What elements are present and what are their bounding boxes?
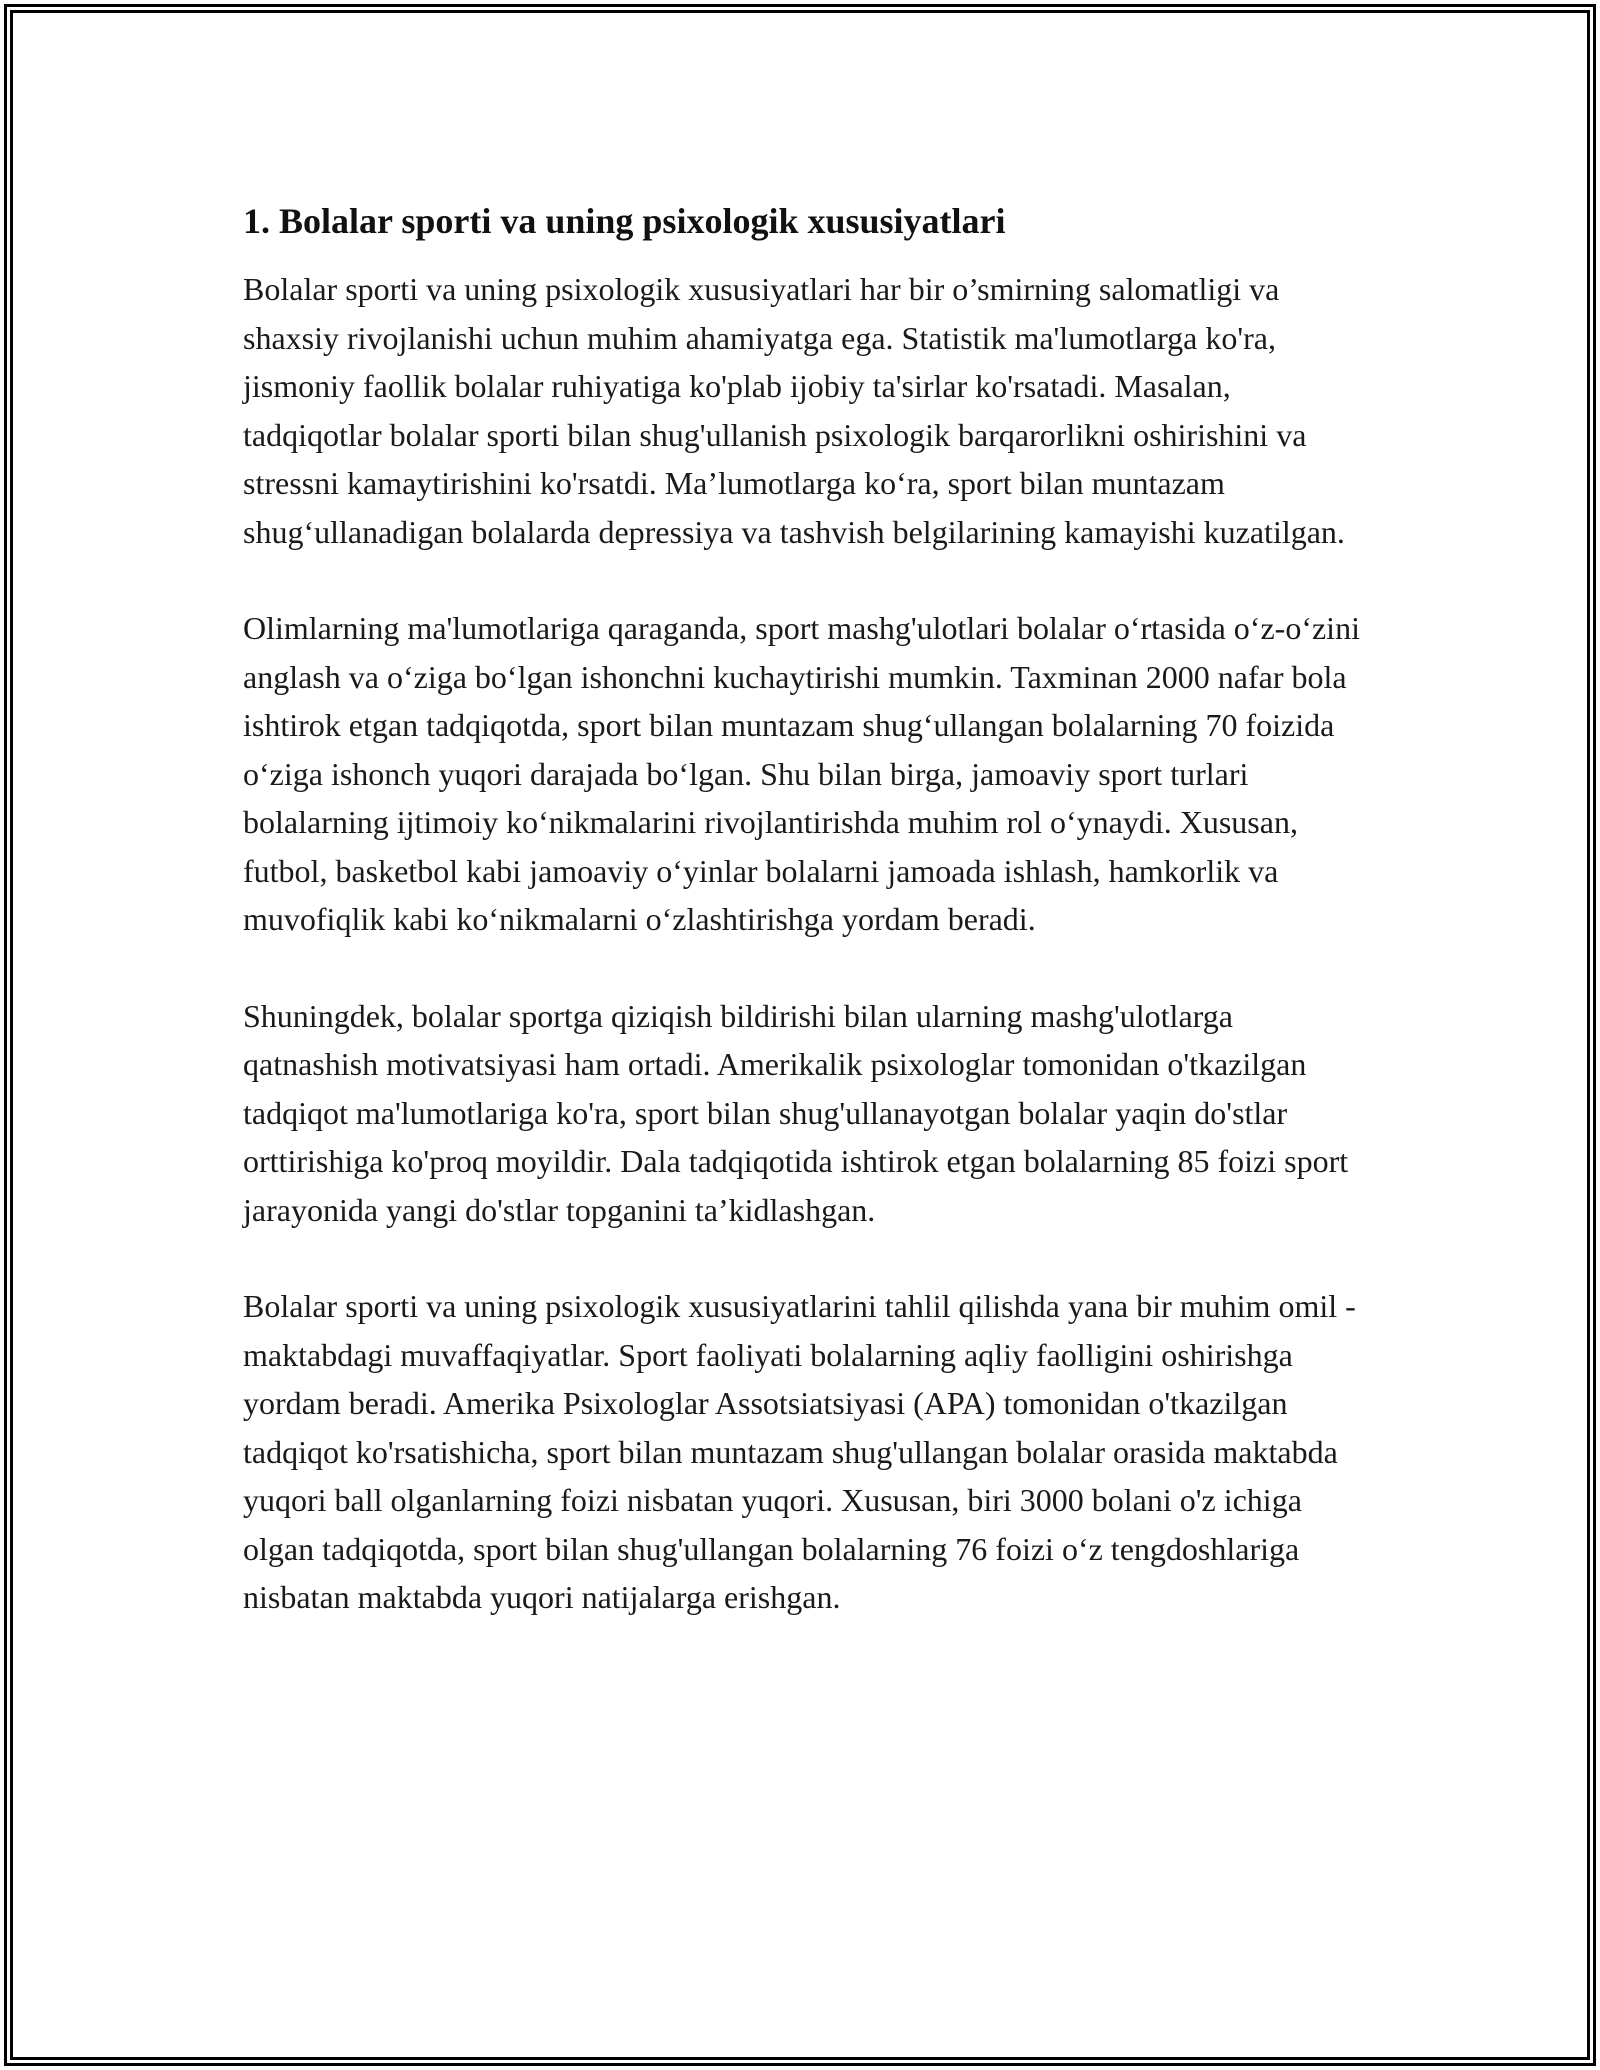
- paragraph-1: Bolalar sporti va uning psixologik xususiyatlari har bir o’smirning salomatligi va shaxsiy rivojlanishi uchun muhim ahamiyatga ega. Statistik ma'lumotlarga ko'ra, jismoniy faollik bolalar ruhiyatiga ko'plab ijobiy ta'sirlar ko'rsatadi. Masalan, tadqiqotlar bolalar sporti bilan shug'ullanish psixologik barqarorlikni oshirishini va stressni kamaytirishini ko'rsatdi. Ma’lumotlarga ko‘ra, sport bilan muntazam shug‘ullanadigan bolalarda depressiya va tashvish belgilarining kamayishi kuzatilgan.: [243, 271, 1345, 550]
- paragraph-3: Shuningdek, bolalar sportga qiziqish bildirishi bilan ularning mashg'ulotlarga qatnashish motivatsiyasi ham ortadi. Amerikalik psixologlar tomonidan o'tkazilgan tadqiqot ma'lumotlariga ko'ra, sport bilan shug'ullanayotgan bolalar yaqin do'stlar orttirishiga ko'proq moyildir. Dala tadqiqotida ishtirok etgan bolalarning 85 foizi sport jarayonida yangi do'stlar topganini ta’kidlashgan.: [243, 997, 1349, 1228]
- section-heading: 1. Bolalar sporti va uning psixologik xususiyatlari: [243, 201, 1006, 241]
- page-frame: [4, 4, 1596, 2066]
- paragraph-2: Olimlarning ma'lumotlariga qaraganda, sport mashg'ulotlari bolalar o‘rtasida o‘z-o‘zini anglash va o‘ziga bo‘lgan ishonchni kuchaytirishi mumkin. Taxminan 2000 nafar bola ishtirok etgan tadqiqotda, sport bilan muntazam shug‘ullangan bolalarning 70 foizida o‘ziga ishonch yuqori darajada bo‘lgan. Shu bilan birga, jamoaviy sport turlari bolalarning ijtimoiy ko‘nikmalarini rivojlantirishda muhim rol o‘ynaydi. Xususan, futbol, basketbol kabi jamoaviy o‘yinlar bolalarni jamoada ishlash, hamkorlik va muvofiqlik kabi ko‘nikmalarni o‘zlashtirishga yordam beradi.: [243, 610, 1360, 937]
- document-body: [243, 197, 1373, 1622]
- paragraph-4: Bolalar sporti va uning psixologik xususiyatlarini tahlil qilishda yana bir muhim omil - maktabdagi muvaffaqiyatlar. Sport faoliyati bolalarning aqliy faolligini oshirishga yordam beradi. Amerika Psixologlar Assotsiatsiyasi (APA) tomonidan o'tkazilgan tadqiqot ko'rsatishicha, sport bilan muntazam shug'ullangan bolalar orasida maktabda yuqori ball olganlarning foizi nisbatan yuqori. Xususan, biri 3000 bolani o'z ichiga olgan tadqiqotda, sport bilan shug'ullangan bolalarning 76 foizi o‘z tengdoshlariga nisbatan maktabda yuqori natijalarga erishgan.: [243, 1288, 1356, 1615]
